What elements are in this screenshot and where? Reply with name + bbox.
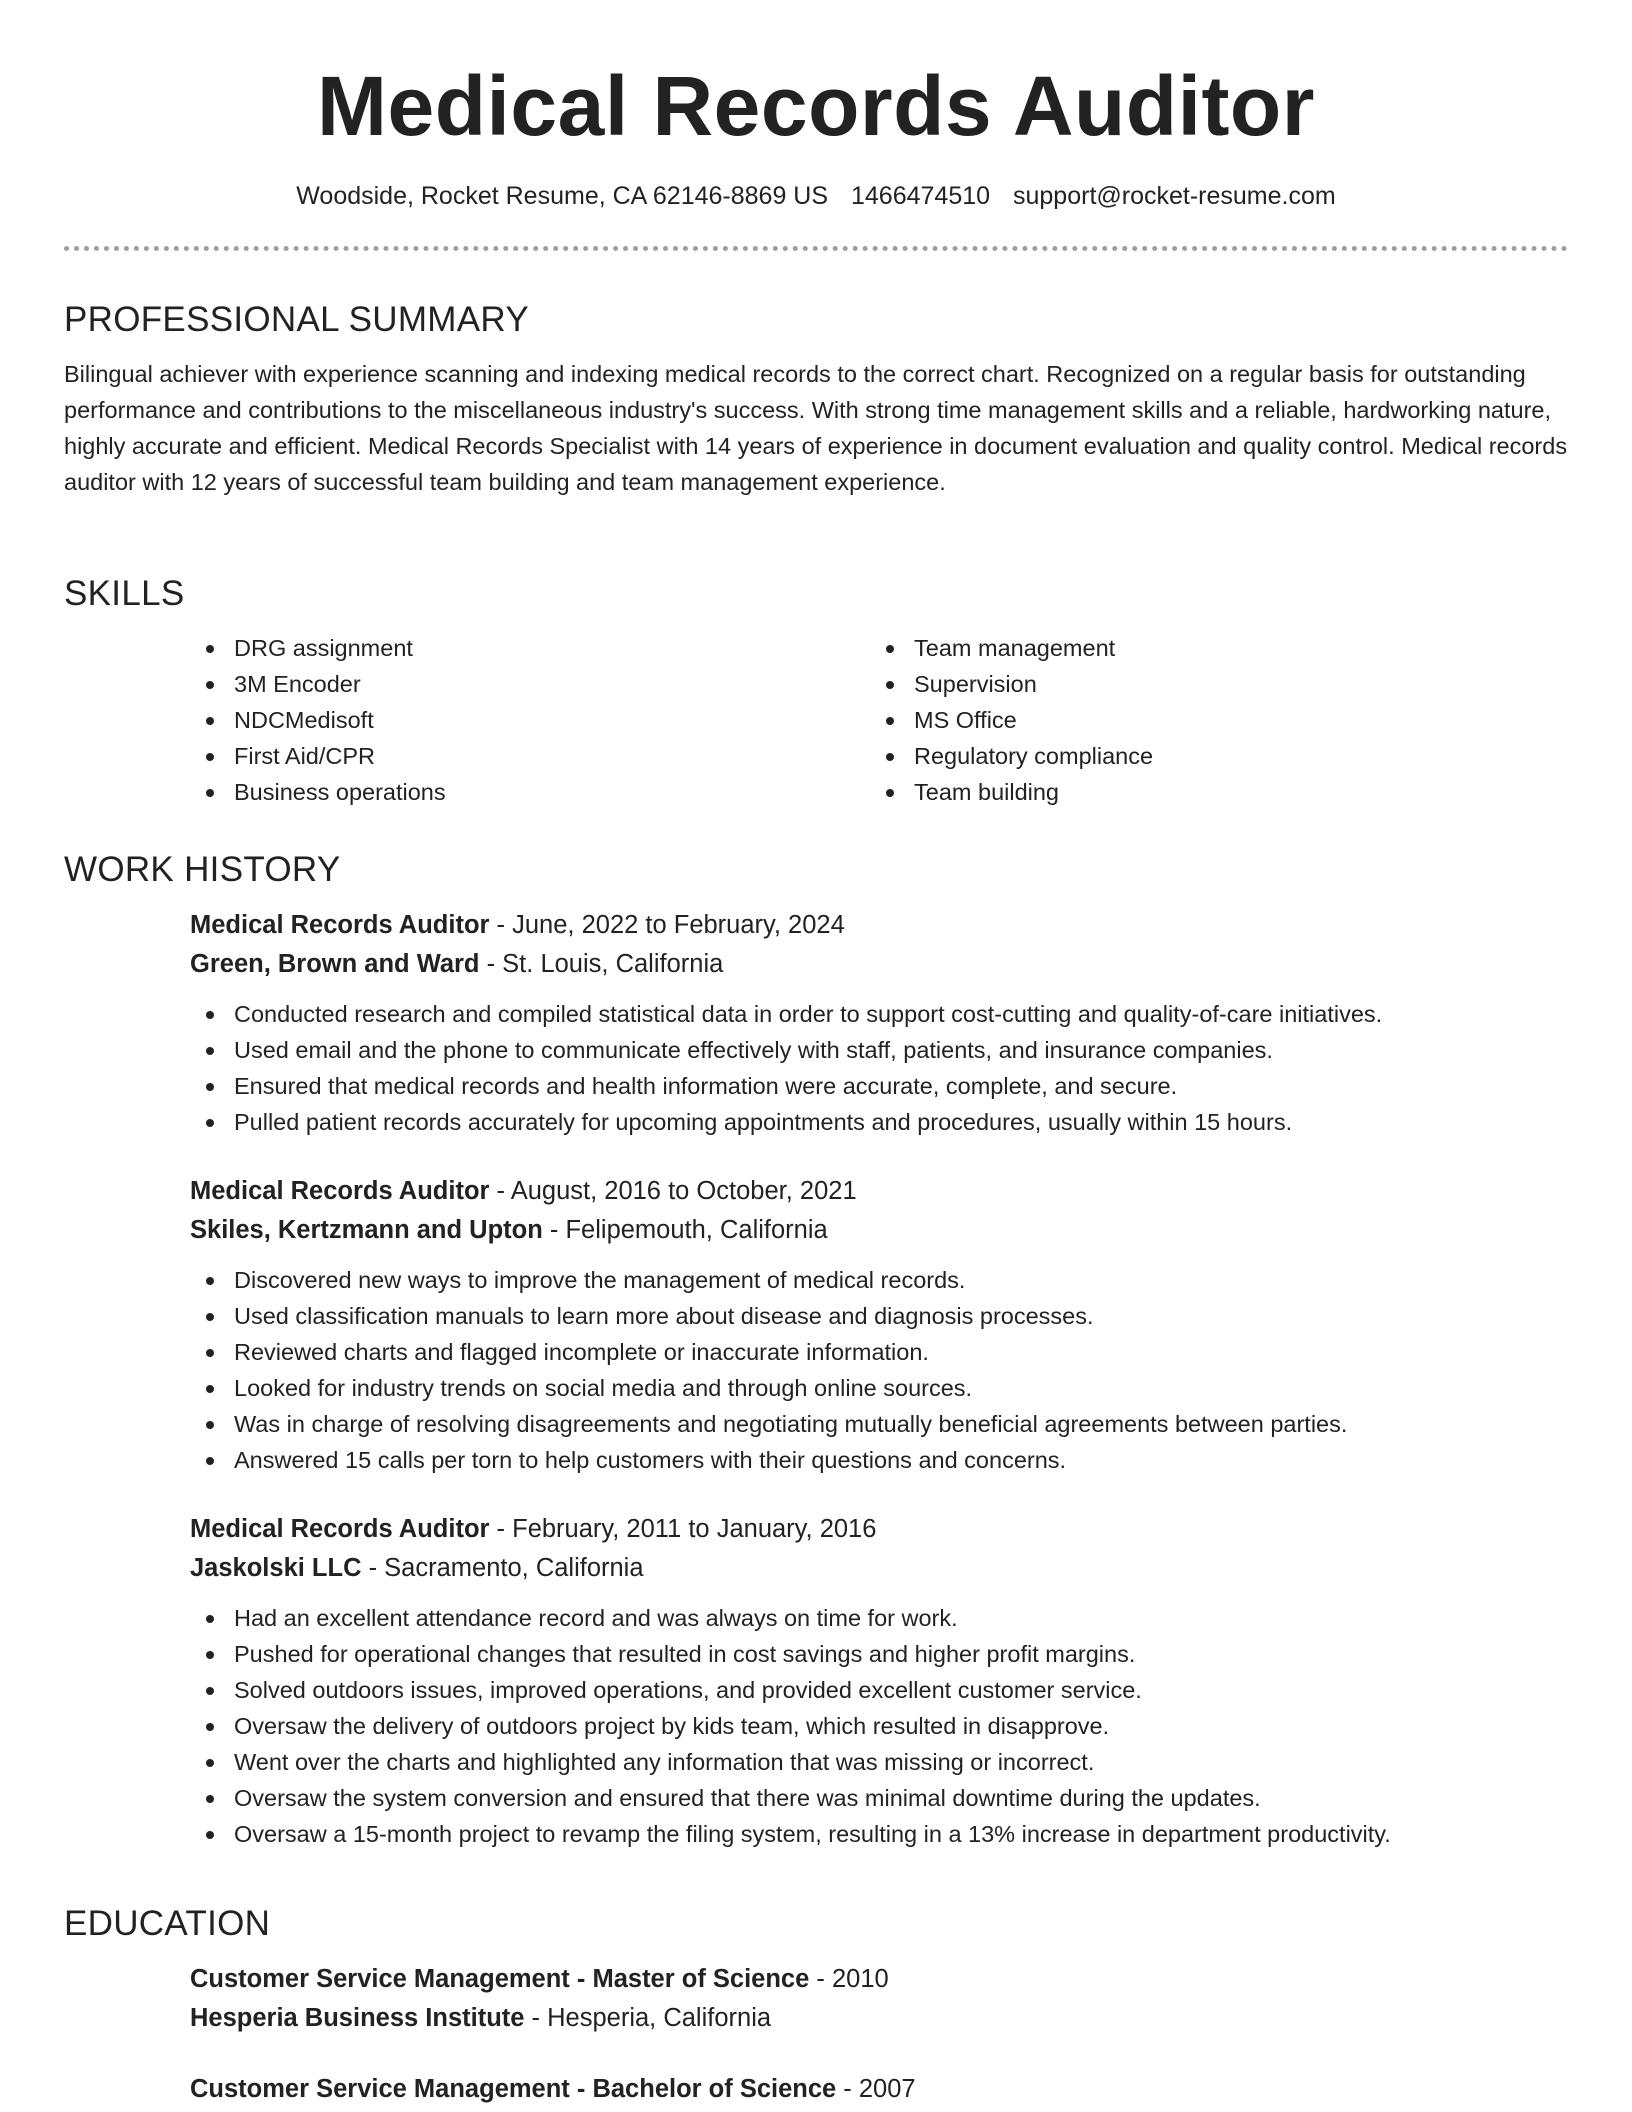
skill-item (870, 702, 1550, 738)
contact-line (64, 180, 1568, 212)
job-company: Skiles, Kertzmann and Upton (190, 1216, 543, 1244)
bullet-dot (206, 1119, 214, 1127)
job-bullet (190, 996, 1568, 1032)
job-bullets (190, 996, 1568, 1140)
bullet-dot (206, 1349, 214, 1357)
job-bullet-text: Answered 15 calls per torn to help customers with their questions and concerns. (234, 1447, 1067, 1473)
bullet-dot (206, 1277, 214, 1285)
skill-item (870, 738, 1550, 774)
contact-address: Woodside, Rocket Resume, CA 62146-8869 US (296, 182, 829, 210)
bullet-dot (206, 717, 214, 725)
skill-item (870, 774, 1550, 810)
job-company-line (190, 945, 1568, 984)
school-location: - Hesperia, California (524, 2004, 772, 2032)
contact-email: support@rocket-resume.com (1013, 182, 1336, 210)
job-bullet (190, 1032, 1568, 1068)
job-role: Medical Records Auditor (190, 911, 490, 939)
job-location: - St. Louis, California (479, 950, 724, 978)
job-bullet (190, 1298, 1568, 1334)
bullet-dot (206, 753, 214, 761)
job-bullet (190, 1370, 1568, 1406)
bullet-dot (206, 1651, 214, 1659)
job-company-line (190, 1211, 1568, 1250)
bullet-dot (206, 1723, 214, 1731)
job-bullet (190, 1262, 1568, 1298)
job-dates: - June, 2022 to February, 2024 (489, 911, 845, 939)
skills-title: SKILLS (64, 574, 185, 613)
skills-column-left (190, 630, 870, 810)
job-bullet-text: Oversaw a 15-month project to revamp the filing system, resulting in a 13% increase in department productivity. (234, 1821, 1391, 1847)
summary-section (64, 298, 1568, 500)
job-bullet-text: Discovered new ways to improve the management of medical records. (234, 1267, 966, 1293)
degree-year: - 2007 (836, 2075, 916, 2103)
job-bullet-text: Went over the charts and highlighted any information that was missing or incorrect. (234, 1749, 1095, 1775)
job-bullets (190, 1600, 1568, 1852)
job-bullet (190, 1744, 1568, 1780)
education-title: EDUCATION (64, 1904, 271, 1943)
school-line (190, 1999, 1568, 2038)
skill-item (190, 630, 870, 666)
skills-section (64, 572, 1568, 810)
job-bullet (190, 1104, 1568, 1140)
skill-item (190, 666, 870, 702)
job-bullet (190, 1406, 1568, 1442)
bullet-dot (206, 1759, 214, 1767)
bullet-dot (206, 1615, 214, 1623)
degree: Customer Service Management - Bachelor of Science (190, 2075, 837, 2103)
skill-label: Team management (914, 635, 1116, 661)
bullet-dot (206, 681, 214, 689)
skill-label: NDCMedisoft (234, 707, 374, 733)
bullet-dot (886, 789, 894, 797)
bullet-dot (206, 1011, 214, 1019)
job-title-line (190, 906, 1568, 945)
job-bullet (190, 1068, 1568, 1104)
skill-item (870, 666, 1550, 702)
work-history-title: WORK HISTORY (64, 850, 341, 889)
job-bullet-text: Reviewed charts and flagged incomplete or inaccurate information. (234, 1339, 929, 1365)
job-company-line (190, 1549, 1568, 1588)
job-bullet (190, 1334, 1568, 1370)
contact-phone: 1466474510 (851, 182, 991, 210)
bullet-dot (206, 1047, 214, 1055)
job-entry (190, 906, 1568, 1140)
degree-line (190, 1960, 1568, 1999)
education-section (64, 1902, 1568, 2109)
skills-column-right (870, 630, 1550, 810)
bullet-dot (206, 1083, 214, 1091)
job-location: - Sacramento, California (361, 1554, 644, 1582)
job-role: Medical Records Auditor (190, 1515, 490, 1543)
bullet-dot (886, 717, 894, 725)
skill-label: Team building (914, 779, 1060, 805)
job-bullet (190, 1780, 1568, 1816)
job-bullet-text: Used classification manuals to learn more about disease and diagnosis processes. (234, 1303, 1094, 1329)
bullet-dot (206, 645, 214, 653)
job-bullet (190, 1708, 1568, 1744)
bullet-dot (886, 645, 894, 653)
bullet-dot (886, 681, 894, 689)
skill-label: Business operations (234, 779, 446, 805)
skill-label: DRG assignment (234, 635, 413, 661)
job-bullet-text: Conducted research and compiled statistical data in order to support cost-cutting and quality-of-care initiatives. (234, 1001, 1383, 1027)
bullet-dot (206, 1457, 214, 1465)
job-bullet-text: Oversaw the delivery of outdoors project by kids team, which resulted in disapprove. (234, 1713, 1110, 1739)
job-dates: - February, 2011 to January, 2016 (489, 1515, 877, 1543)
bullet-dot (206, 1831, 214, 1839)
bullet-dot (206, 1421, 214, 1429)
degree-year: - 2010 (809, 1965, 889, 1993)
job-company: Green, Brown and Ward (190, 950, 480, 978)
job-title-line (190, 1510, 1568, 1549)
job-entry (190, 1510, 1568, 1852)
education-entry (190, 2070, 1568, 2109)
work-history-section (64, 848, 1568, 1852)
skill-label: 3M Encoder (234, 671, 361, 697)
job-bullet-text: Pushed for operational changes that resulted in cost savings and higher profit margins. (234, 1641, 1136, 1667)
job-bullet-text: Pulled patient records accurately for upcoming appointments and procedures, usually within 15 hours. (234, 1109, 1293, 1135)
skill-label: MS Office (914, 707, 1017, 733)
header-divider (64, 246, 1568, 251)
job-location: - Felipemouth, California (542, 1216, 828, 1244)
job-company: Jaskolski LLC (190, 1554, 362, 1582)
job-role: Medical Records Auditor (190, 1177, 490, 1205)
skill-item (190, 702, 870, 738)
bullet-dot (206, 1385, 214, 1393)
job-entry (190, 1172, 1568, 1478)
bullet-dot (206, 1795, 214, 1803)
job-bullet-text: Solved outdoors issues, improved operations, and provided excellent customer service. (234, 1677, 1142, 1703)
job-bullet-text: Ensured that medical records and health information were accurate, complete, and secure. (234, 1073, 1178, 1099)
bullet-dot (206, 789, 214, 797)
school: Hesperia Business Institute (190, 2004, 525, 2032)
job-dates: - August, 2016 to October, 2021 (489, 1177, 857, 1205)
skill-item (190, 774, 870, 810)
job-bullet (190, 1442, 1568, 1478)
degree: Customer Service Management - Master of Science (190, 1965, 810, 1993)
degree-line (190, 2070, 1568, 2109)
job-title-line (190, 1172, 1568, 1211)
skill-label: Supervision (914, 671, 1037, 697)
education-entry (190, 1960, 1568, 2038)
skill-item (190, 738, 870, 774)
job-bullet-text: Had an excellent attendance record and was always on time for work. (234, 1605, 958, 1631)
skill-label: First Aid/CPR (234, 743, 376, 769)
job-bullet-text: Oversaw the system conversion and ensured that there was minimal downtime during the updates. (234, 1785, 1261, 1811)
summary-text: Bilingual achiever with experience scanning and indexing medical records to the correct chart. Recognized on a regular basis for outstanding performance and contributions to the miscellaneous industry's success. With strong time management skills and a reliable, hardworking nature, highly accurate and efficient. Medical Records Specialist with 14 years of experience in document evaluation and quality control. Medical records auditor with 12 years of successful team building and team management experience. (64, 361, 1568, 495)
job-bullet (190, 1816, 1568, 1852)
bullet-dot (206, 1313, 214, 1321)
job-bullet-text: Looked for industry trends on social media and through online sources. (234, 1375, 973, 1401)
job-bullet-text: Used email and the phone to communicate effectively with staff, patients, and insurance companies. (234, 1037, 1273, 1063)
resume-name: Medical Records Auditor (317, 59, 1315, 153)
resume-page (64, 0, 1568, 2103)
skills-grid (190, 630, 1568, 810)
skill-item (870, 630, 1550, 666)
skill-label: Regulatory compliance (914, 743, 1154, 769)
job-bullet (190, 1636, 1568, 1672)
job-bullet (190, 1672, 1568, 1708)
bullet-dot (206, 1687, 214, 1695)
job-bullet (190, 1600, 1568, 1636)
summary-title: PROFESSIONAL SUMMARY (64, 300, 529, 339)
job-bullet-text: Was in charge of resolving disagreements and negotiating mutually beneficial agreements between parties. (234, 1411, 1348, 1437)
job-bullets (190, 1262, 1568, 1478)
bullet-dot (886, 753, 894, 761)
